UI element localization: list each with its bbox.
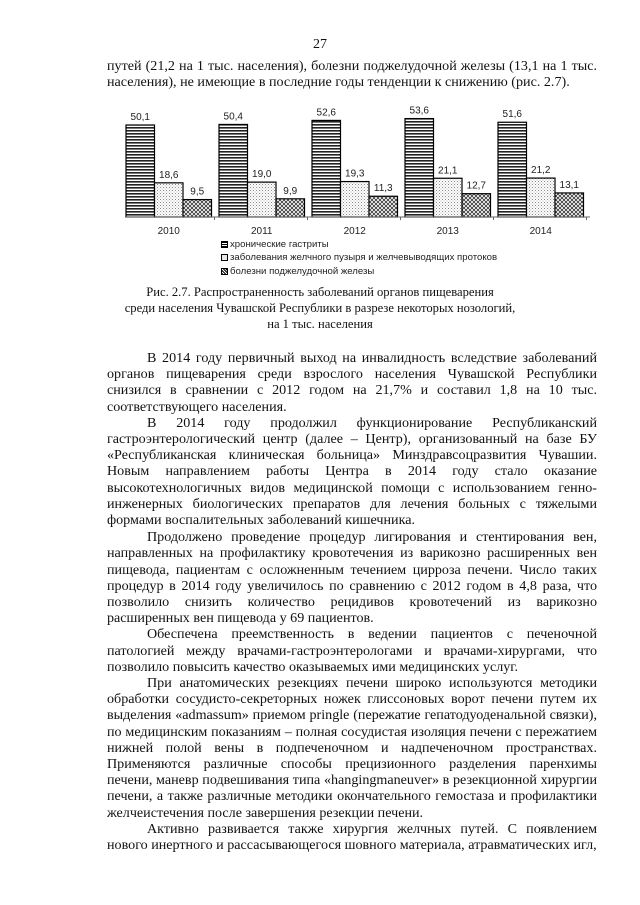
paragraph: Продолжено проведение процедур лигирования и стентирования вен, направленных на профилактику кровотечения из варикозно расширенных вен пищевода, пациентам с осложненным течением цирроза печени. Число таких процедур в 2014 году увеличилось по сравнению с 2012 годом в 4,8 раза, что позволило снизить количество рецидивов кровотечений из варикозно расширенных вен пищевода у 69 пациентов. [107, 529, 597, 627]
bar-2011-series-1 [248, 182, 277, 217]
bar-2010-series-1 [155, 183, 184, 217]
bar-2013-series-0 [405, 119, 434, 217]
paragraph: Обеспечена преемственность в ведении пациентов с печеночной патологией между врачами-гастроэнтерологами и врачами-хирургами, что позволило повысить качество оказываемых ими медицинских услуг. [107, 626, 597, 675]
data-label: 53,6 [409, 105, 429, 117]
bar-2014-series-0 [498, 122, 527, 217]
intro-paragraph [107, 58, 597, 90]
bar-2011-series-2 [276, 199, 305, 217]
data-label: 21,2 [531, 165, 551, 177]
legend-swatch-dots [221, 254, 228, 261]
legend-swatch-horizontal-lines [221, 241, 228, 248]
paragraph: Активно развивается также хирургия желчных путей. С появлением нового инертного и рассасывающегося шовного материала, атравматических игл, [107, 820, 597, 854]
x-tick-label: 2010 [157, 226, 180, 237]
bar-2012-series-0 [312, 120, 341, 217]
legend-item-gallbladder: заболевания желчного пузыря и желчевыводящих протоков [221, 251, 497, 264]
data-label: 19,0 [252, 169, 272, 181]
data-label: 9,9 [283, 185, 298, 197]
x-axis-labels [158, 217, 587, 237]
bar-2011-series-0 [219, 124, 248, 217]
bar-2014-series-2 [555, 193, 584, 217]
bar-2010-series-0 [126, 125, 155, 217]
data-label: 52,6 [316, 107, 336, 119]
intro-text: путей (21,2 на 1 тыс. населения), болезни поджелудочной железы (13,1 на 1 тыс. населения), не имеющие в последние годы тенденции к снижению (рис. 2.7). [107, 58, 597, 91]
data-label: 11,3 [373, 183, 393, 195]
data-label: 18,6 [159, 169, 179, 181]
chart-legend [221, 238, 497, 278]
figure-caption: Рис. 2.7. Распространенность заболеваний органов пищеварения среди населения Чувашской Республики в разрезе некоторых нозологий, на 1 тыс. населения [124, 285, 516, 331]
data-label: 50,1 [130, 112, 150, 123]
bar-2013-series-1 [434, 178, 463, 217]
body-text [107, 350, 597, 853]
data-label: 13,1 [559, 179, 579, 191]
x-tick-label: 2011 [250, 226, 273, 237]
data-label: 50,4 [223, 111, 243, 123]
paragraph: При анатомических резекциях печени широко используются методики обработки сосудисто-секреторных ножек глиссоновых ворот печени путем их выделения «admassum» приемом pringle (пережатие гепатодуоденальной связки), по медицинским показаниям – полная сосудистая изоляция печени с пережатием нижней полой вены в подпеченочном и надпеченочном пространствах. Применяются различные способы прецизионного разделения паренхимы печени, маневр подвешивания типа «hangingmaneuver» в резекционной хирургии печени, а также различные методики окончательного гемостаза и профилактики желчеистечения после завершения резекции печени. [107, 675, 597, 821]
data-label: 12,7 [466, 180, 486, 192]
page-number: 27 [313, 37, 327, 52]
x-tick-label: 2012 [343, 226, 366, 237]
legend-item-gastritis: хронические гастриты [221, 238, 497, 251]
x-tick-label: 2013 [436, 226, 459, 237]
legend-item-pancreas: болезни поджелудочной железы [221, 265, 497, 278]
bar-2010-series-2 [183, 200, 212, 217]
data-label: 19,3 [345, 168, 365, 180]
paragraph: В 2014 году продолжил функционирование Республиканский гастроэнтерологический центр (далее – Центр), организованный на базе БУ «Республиканская клиническая больница» Минздравсоцразвития Чувашии. Новым направлением работы Центра в 2014 году стало оказание высокотехнологичных видов медицинской помощи с использованием генно-инженерных биологических препаратов для лечения больных с тяжелыми формами воспалительных заболеваний кишечника. [107, 414, 597, 529]
data-label: 51,6 [502, 109, 522, 121]
bar-2013-series-2 [462, 194, 491, 217]
bars-group [126, 106, 584, 217]
bar-2012-series-2 [369, 196, 398, 217]
bar-2014-series-1 [527, 178, 556, 217]
data-label: 21,1 [438, 165, 458, 177]
data-label: 9,5 [190, 186, 205, 198]
paragraph: В 2014 году первичный выход на инвалидность вследствие заболеваний органов пищеварения среди взрослого населения Чувашской Республики снизился в сравнении с 2012 годом на 21,7% и составил 1,8 на 10 тыс. соответствующего населения. [107, 350, 597, 415]
legend-swatch-crosshatch [221, 268, 228, 275]
x-tick-label: 2014 [529, 226, 552, 237]
bar-2012-series-1 [341, 182, 370, 217]
